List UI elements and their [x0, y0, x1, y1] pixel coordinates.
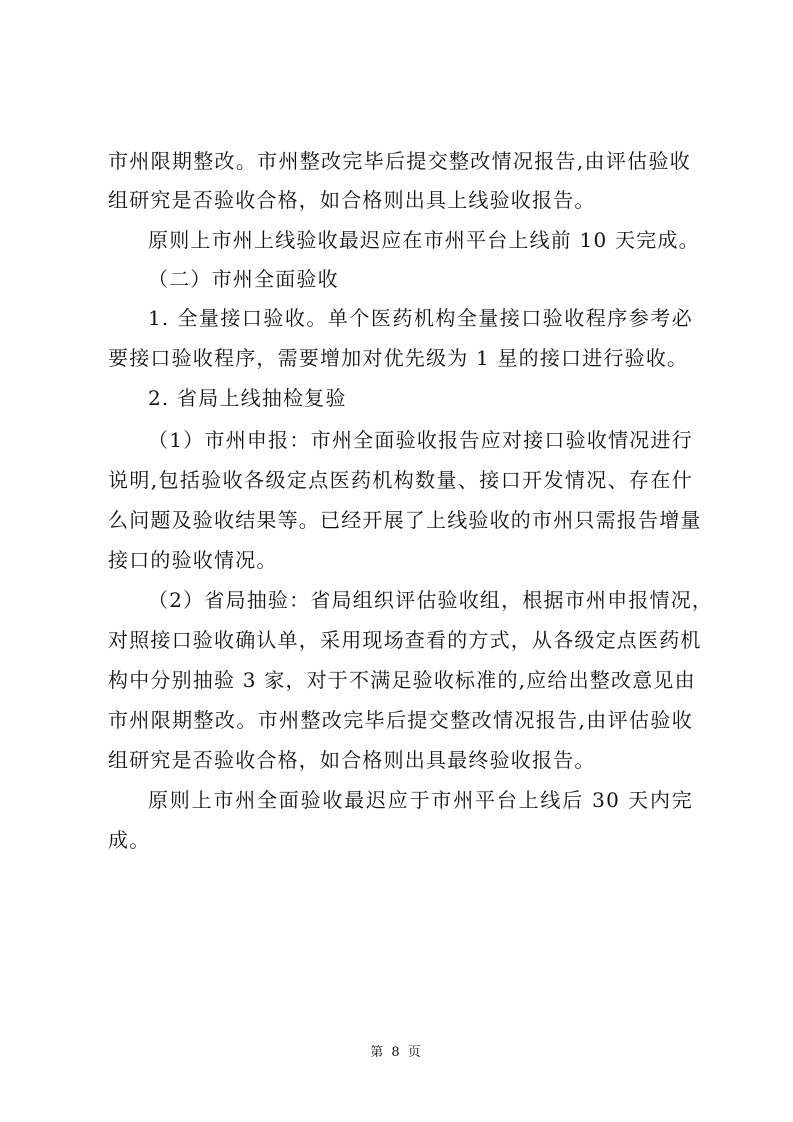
page-number: 第 8 页 [370, 1045, 423, 1060]
body-line: 组研究是否验收合格，如合格则出具最终验收报告。 [108, 748, 596, 772]
body-line: 成。 [108, 828, 151, 852]
body-line: 原则上市州上线验收最迟应在市州平台上线前 10 天完成。 [148, 228, 700, 252]
body-line: （1）市州申报：市州全面验收报告应对接口验收情况进行 [148, 428, 693, 452]
body-line: 要接口验收程序，需要增加对优先级为 1 星的接口进行验收。 [108, 346, 689, 370]
body-line: 对照接口验收确认单，采用现场查看的方式，从各级定点医药机 [108, 628, 702, 652]
body-line: 组研究是否验收合格，如合格则出具上线验收报告。 [108, 188, 596, 212]
body-line: 接口的验收情况。 [108, 548, 278, 572]
body-line: 原则上市州全面验收最迟应于市州平台上线后 30 天内完 [148, 788, 693, 812]
subsection-heading: 2. 省局上线抽检复验 [148, 386, 347, 410]
body-line: 说明,包括验收各级定点医药机构数量、接口开发情况、存在什 [108, 468, 693, 492]
body-line: 构中分别抽验 3 家，对于不满足验收标准的,应给出整改意见由 [108, 668, 696, 692]
body-line: （2）省局抽验：省局组织评估验收组，根据市州申报情况， [148, 588, 714, 612]
body-line: 么问题及验收结果等。已经开展了上线验收的市州只需报告增量 [108, 508, 702, 532]
body-line: 市州限期整改。市州整改完毕后提交整改情况报告,由评估验收 [108, 149, 691, 173]
body-line: 1. 全量接口验收。单个医药机构全量接口验收程序参考必 [148, 306, 693, 330]
body-line: 市州限期整改。市州整改完毕后提交整改情况报告,由评估验收 [108, 708, 693, 732]
section-heading: （二）市州全面验收 [148, 267, 339, 291]
